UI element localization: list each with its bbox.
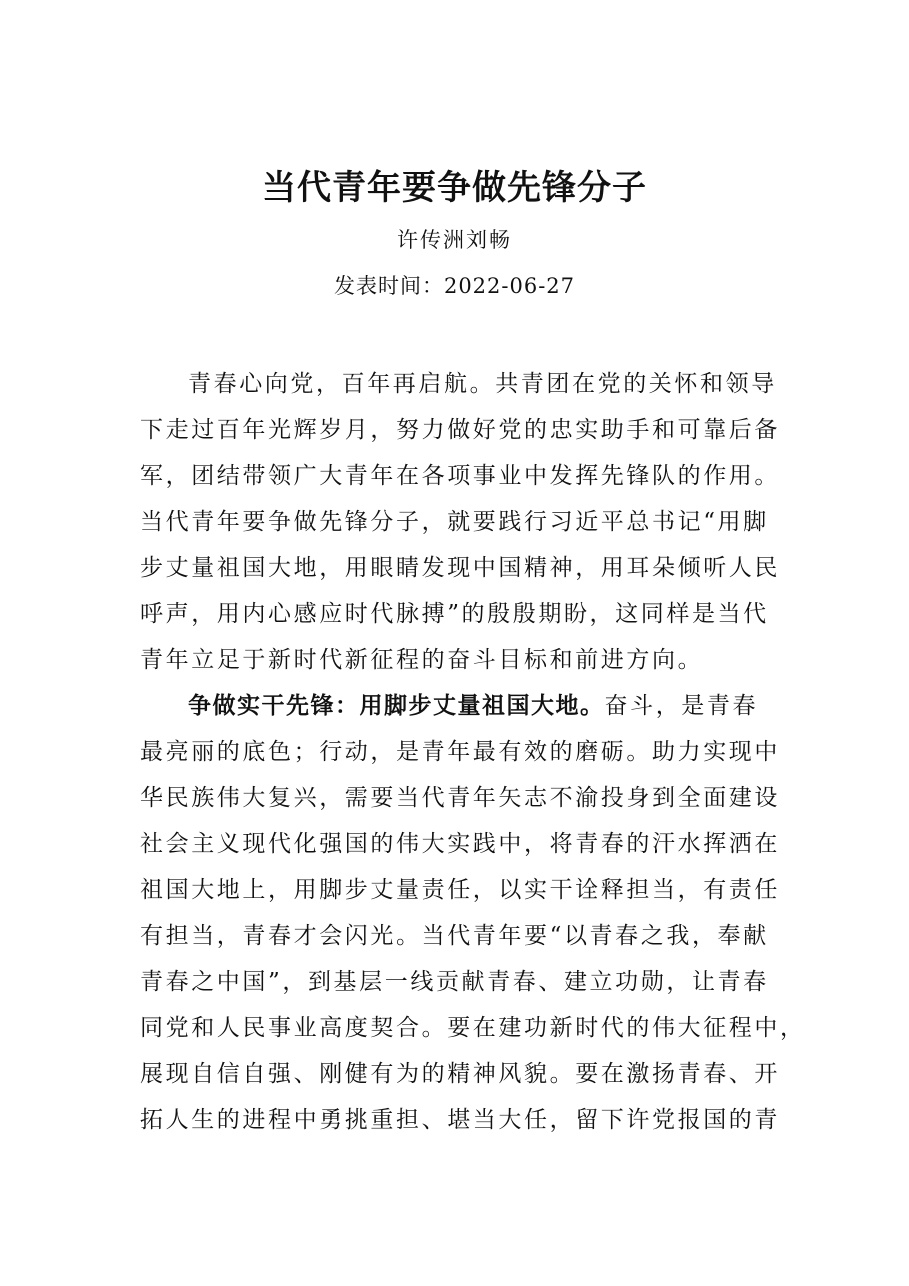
paragraph-line: 步丈量祖国大地，用眼睛发现中国精神，用耳朵倾听人民 (140, 555, 780, 581)
paragraph-line (140, 689, 765, 735)
paragraph-line: 当代青年要争做先锋分子，就要践行习近平总书记“用脚 (140, 509, 769, 535)
paragraph-line: 下走过百年光辉岁月，努力做好党的忠实助手和可靠后备 (140, 417, 780, 443)
paragraph-line: 拓人生的进程中勇挑重担、堪当大任，留下许党报国的青 (140, 1107, 780, 1133)
paragraph-line: 华民族伟大复兴，需要当代青年矢志不渝投身到全面建设 (140, 785, 780, 811)
paragraph-line: 青年立足于新时代新征程的奋斗目标和前进方向。 (140, 647, 704, 673)
article-title: 当代青年要争做先锋分子 (262, 168, 647, 208)
publish-date: 发表时间：2022-06-27 (333, 274, 576, 298)
paragraph-line: 青春心向党，百年再启航。共青团在党的关怀和领导 (188, 371, 777, 397)
paragraph-line: 祖国大地上，用脚步丈量责任，以实干诠释担当，有责任 (140, 877, 780, 903)
section-heading: 争做实干先锋：用脚步丈量祖国大地。 (188, 693, 605, 719)
article-authors: 许传洲刘畅 (397, 228, 512, 252)
paragraph-line: 展现自信自强、刚健有为的精神风貌。要在激扬青春、开 (140, 1061, 780, 1087)
paragraph-line: 青春之中国”，到基层一线贡献青春、建立功勋，让青春 (140, 969, 769, 995)
paragraph-line: 最亮丽的底色；行动，是青年最有效的磨砺。助力实现中 (140, 739, 780, 765)
paragraph-line: 有担当，青春才会闪光。当代青年要“以青春之我，奉献 (140, 923, 769, 949)
paragraph-line: 社会主义现代化强国的伟大实践中，将青春的汗水挥洒在 (140, 831, 780, 857)
paragraph-line: 呼声，用内心感应时代脉搏”的殷殷期盼，这同样是当代 (140, 601, 769, 627)
paragraph-1 (140, 367, 780, 689)
paragraph-line: 同党和人民事业高度契合。要在建功新时代的伟大征程中， (140, 1015, 806, 1041)
paragraph-line: 军，团结带领广大青年在各项事业中发挥先锋队的作用。 (140, 463, 780, 489)
article-body (140, 367, 806, 1149)
paragraph-2 (140, 689, 806, 1149)
paragraph-text: 奋斗，是青春 (604, 693, 759, 719)
